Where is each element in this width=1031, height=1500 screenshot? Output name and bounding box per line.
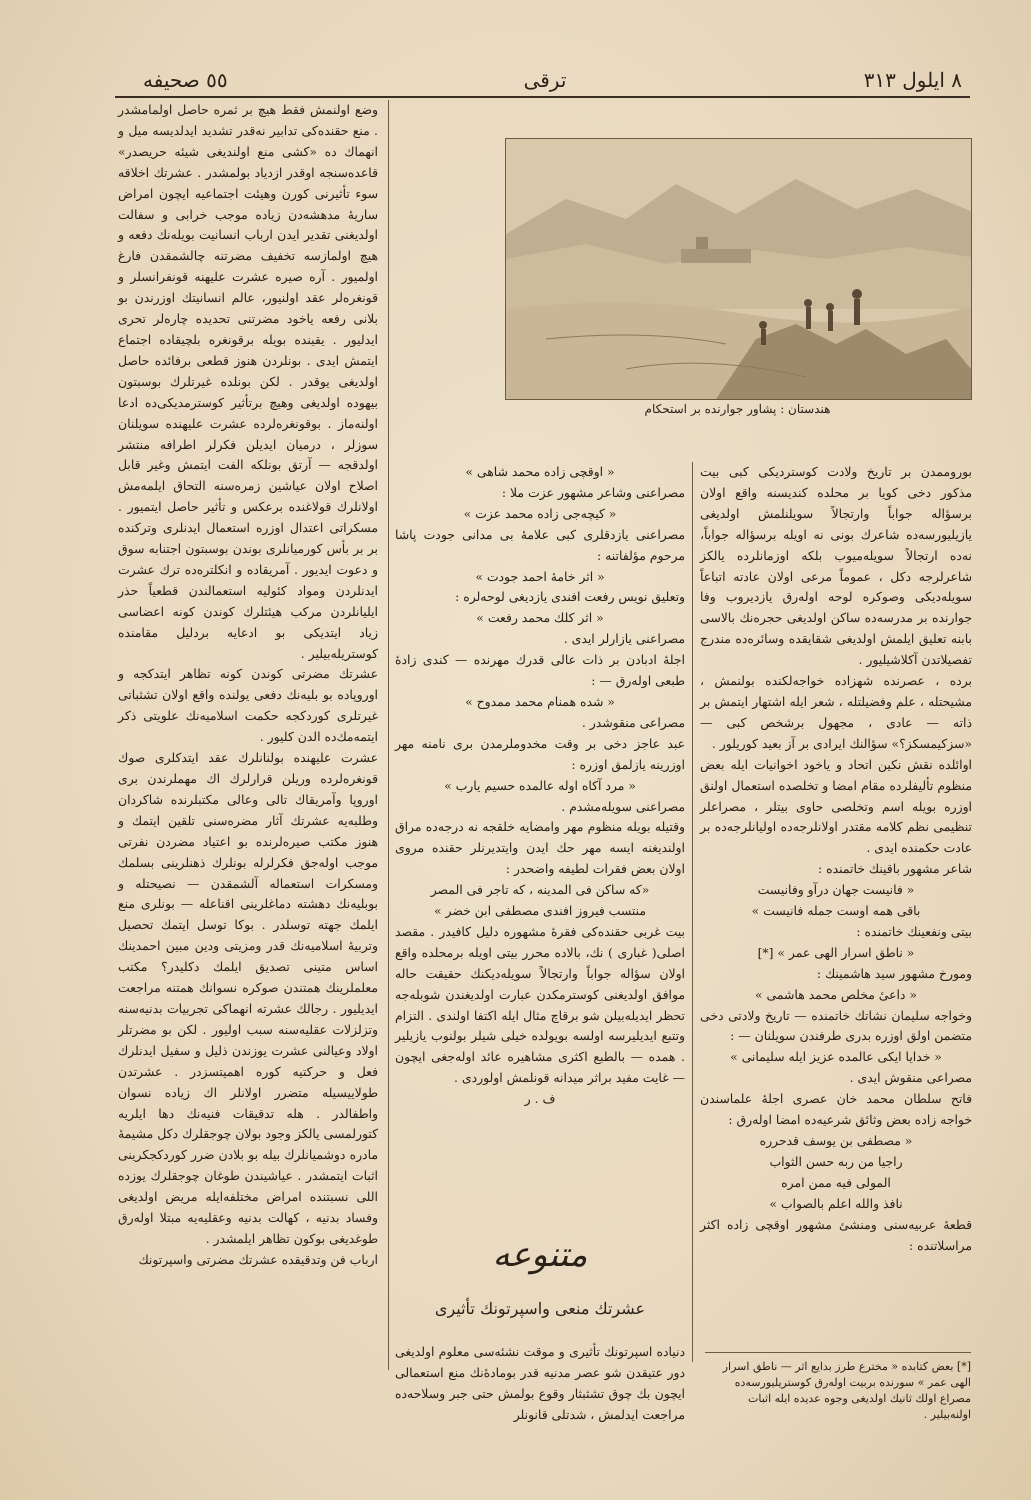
figure-caption: هندستان : پشاور جوارنده بر استحکام	[644, 402, 831, 416]
page-number: ٥٥ صحیفه	[143, 68, 228, 92]
verse-line: « فانیست جهان درآو وفانیست	[757, 882, 915, 898]
paragraph: وتعلیق نویس رفعت افندی یازدیغی لوحه‌لره :	[455, 589, 685, 605]
paragraph: مصراعنی یازارلر ایدی .	[563, 631, 685, 647]
verse-line: « اثر خامهٔ احمد جودت »	[475, 568, 605, 584]
paragraph: وقتیله بویله منظوم مهر وامضایه خلقجه نه درجه‌ده مراق اولندیغنه ایسه مهر حك ایدن وایتدیرنلر حقنده مروی اولان بعض فقرات لطیفه واضحدر :	[395, 819, 685, 877]
article-subtitle: عشرتك منعی واسپرتونك تأثیری	[434, 1299, 646, 1318]
verse-line: « شده همنام محمد ممدوح »	[465, 693, 615, 709]
verse-line: « کیچه‌جی زاده محمد عزت »	[463, 505, 617, 521]
section-heading	[395, 1235, 685, 1318]
section-title: متنوعه	[492, 1235, 588, 1275]
paragraph: بیتی ونفعینك خاتمنده :	[856, 923, 972, 939]
paragraph: مصراعنی وشاعر مشهور عزت ملا :	[501, 484, 685, 500]
paragraph: اجلهٔ ادبادن بر ذات عالی قدرك مهرنده — کندی زادهٔ طبعی اوله‌رق — :	[395, 652, 685, 689]
author-signature: ف . ر	[524, 1091, 556, 1107]
verse-line: «که ساکن فی المدینه ، که تاجر فی المصر	[430, 882, 650, 898]
verse-line: « اوقچی زاده محمد شاهی »	[465, 464, 615, 479]
verse-line: « اثر کلك محمد رفعت »	[476, 610, 604, 626]
paragraph: بیت غربی حقنده‌کی فقرهٔ مشهوره دلیل کافیدر . مقصد اصلی( غباری ) نك، بالاده محرر بیتی اویله برمحلده واقع اولان سؤاله جواباً وارتجالاً سویله‌دیکنك حقیقت حاله موافق اولدیغنی کوسترمکدن عبارت اولدیغندن شوبله‌جه تحظر ایدیله‌بیلن شو برقاچ مثال ایله اکتفا اولندی . التزام وتتبع ایدیلیرسه اولسه بویولده خیلی شیلر بولنوب یازیلیر . همده — بالطبع اکثری مشاهیره عائد اوله‌جغی ایچون — غایت مفید براثر میدانه قونلمش اولوردی .	[395, 923, 685, 1086]
verse-line: « داعیٔ مخلص محمد هاشمی »	[755, 986, 917, 1002]
column-divider	[388, 100, 389, 1370]
paragraph: عبد عاجز دخی بر وقت مخدوملرمدن بری نامنه مهر اوزرینه یازلمق اوزره :	[395, 735, 685, 772]
mountain-fortress-engraving	[506, 139, 971, 399]
paragraph: عشرت علیهنده بولنانلرك عقد ایتدکلری صوك قونغره‌لرده وریلن قرارلرك اك مهملرندن بری اوروپا وآمریقاك تالی وعالی مکتبلرنده شاکردان وطلبه‌یه عشرتك آثار مضره‌سنی تلقین ایتمك و هنوز مکتب صیره‌لرنده بو اعتیاد مضردن نفرتی موجب اوله‌جق فکرلرله بونلرك ذهنلرینی بسلمك ومسکرات استعماله آلشمقدن — نصیحتله و بوبلیه‌نك دهشته دماغلرینی اقناعله — بونلری منع ایلمك جهته توسلدر . بوکا توسل ایتمك تحصیل وتربیهٔ اسلامیه‌نك قدر ومزیتی ودین مبین احمدینك اساس متینی تصدیق ایلمك دکلیدر؟ مکتب معلملرینك همتندن صوکره نسوانك همتنه مراجعت ایدیلیور . رجالك عشرته انهماکی تجربیات بدنیه‌سنه وتزلزلات عقلیه‌سنه سبب اولیور . لکن بو مضرتلر اولاد وعیالنی عشرت یوزندن ذلیل و سفیل ایدنلرك فعل و حرکتیه کوره اهمیتسزدر . عشرتدن طولاییسیله متضرر اولانلر اك زیاده نسوان واطفالدر . هله تدقیقات فنیه‌نك دها ایلریه کتورلمسی یالکز وجود بولان چوجقلرك دکل مشیمهٔ مادره دوشمیانلرك بیله بو بلادن ضرر کوردکجکرینی اثبات ایتمشدر . عیاشیندن طوغان چوجقلرك یوزده اللی نسبتنده امراض مختلفه‌ایله مریض اولدیغی وفساد بدنیه ، کهالت بدنیه وعقلیه‌یه مبتلا اوله‌رق طوغدیغی بوکون تظاهر ایلمشدر .	[118, 750, 378, 1246]
paragraph: وخواجه سلیمان نشاتك خاتمنده — تاریخ ولادتی دخی متضمن اولق اوزره بدری طرفندن سویلنان — :	[700, 1007, 972, 1044]
paragraph: شاعر مشهور باقینك خاتمنده :	[818, 861, 972, 877]
verse-line: « ناطق اسرار الهی عمر » [*]	[757, 944, 915, 960]
paragraph: اوائلده نقش نکین اتحاد و یاخود اخوانیات ایله بعض منظوم تألیفلرده مقام امضا و تخلصده استعمال اولنق اوزره بویله اسم وتخلصی حاوی بیتلر ، مصراعلر تنظیمی نظم کلامه مقتدر اولانلرجه‌ده اولیانلرجه‌ده بر عادت حکمنده ایدی .	[700, 756, 972, 856]
verse-line: المولی فیه ممن امره	[781, 1174, 891, 1190]
paragraph: مصراعی منقوشدر .	[581, 714, 685, 730]
paragraph: ومورخ مشهور سید هاشمینك :	[816, 965, 972, 981]
verse-line: منتسب فیروز افندی مصطفی ابن خضر »	[433, 903, 647, 919]
article-intro: دنیاده اسپرتونك تأثیری و موقت نشئه‌سی معلوم اولدیغی دور عتیقدن شو عصر مدنیه قدر بومادهٔ‌نك منع استعمالی ایچون بك چوق تشثبثار وقوع بولمش حتی جبر وسلاحه‌ده مراجعت ایدلمش ، شدتلی قانونلر	[395, 1344, 685, 1422]
paragraph: مصراعی منقوش ایدی .	[849, 1070, 972, 1086]
verse-line: « خدایا ایکی عالمده عزیز ایله سلیمانی »	[730, 1049, 942, 1065]
paragraph: عشرتك مضرتی کوندن کونه تظاهر ایتدکجه و اوروپاده بو بلیه‌نك دفعی یولنده واقع اولان تشثباتی غیرتلری کوردکجه حکمت اسلامیه‌نك علویتی ذکر ایتمه‌مك‌ده الدن کلیور .	[118, 666, 378, 745]
middle-column	[395, 462, 685, 1110]
right-column	[700, 462, 972, 1256]
column-divider	[692, 462, 693, 1362]
paragraph: برده ، عصرنده شهزاده خواجه‌لکنده بولنمش ، مشیحتله ، علم وفضیلتله ، شعر ایله اشتهار ایتمش بر ذاته — عادی ، مجهول برشخص کبی — «سزکیمسکز؟» سؤالنك ایرادی بر آز بعید کوریلور .	[700, 673, 972, 751]
paragraph: بوروممدن بر تاریخ ولادت کوستردیکی کبی بیت مذکور دخی کویا بر محلده کندیسنه واقع اولان برسؤاله جواباً وارتجالاً سویلنلمش اولدیغی یازیلیورسه‌ده شاعرك بونی نه اویله برسؤاله جواباً، نه‌ده ارتجالاً سویله‌میوب بلکه اوزمانلرده یالکز شاعرلرجه دکل ، عموماً مرعی اولان عادته اتباعاً سویله‌دیکی وصوکره لوحه اوله‌رق یازدیروب وفا جوارنده بر مدرسه‌ده ساکن اولدیغی حجره‌نك بالاسی بابنه تعلیق ایلمش اولدیغی شقایقده وسائره‌ده مندرج تفصیلاتدن آکلاشیلیور .	[700, 464, 972, 668]
issue-date: ٨ ایلول ٣١٣	[863, 68, 962, 92]
verse-line: « مصطفی بن یوسف قدحرره	[759, 1133, 913, 1148]
paragraph: مصراعنی سویله‌مشدم .	[561, 798, 685, 814]
paragraph: ارباب فن وتدقیقده عشرتك مضرتی واسپرتونك	[138, 1251, 378, 1267]
page-header	[115, 62, 970, 98]
verse-line: راجیا من ربه حسن الثواب	[769, 1153, 903, 1169]
paragraph: مصراعنی یازدقلری کبی علامهٔ بی مدانی جودت پاشا مرحوم مؤلفاتنه :	[395, 526, 685, 563]
paragraph: وضع اولنمش فقط هیچ بر ثمره حاصل اولمامشدر . منع حقنده‌کی تدابیر نه‌قدر تشدید ایدلدیسه میل و انهماك ده «کشی منع اولندیغی شیئه حریصدر» قاعده‌سنجه اوقدر ازدیاد بولمشدر . عشرتك اخلاقه سوء تأثیرنی کورن وهیئت اجتماعیه ایچون امراض ساریهٔ مدهشه‌دن زیاده موجب خرابی و سفالت اولدیغنی تقدیر ایدن ارباب انسانیت بویله‌نك دفعه و هیچ اولمازسه تخفیف مضرتنه چالشمقدن فارغ اولمیور . آره صیره عشرت علیهنه قونفرانسلر و قونغره‌لر عقد اولنیور، عالم انسانیتك اوزرندن بو بلانی رفعه یاخود مضرتنی تحدیده چاره‌لر تحری ایدلیور . یقینده بویله برقونغره بلچیقاده اجتماع ایتمش ایدی . بونلردن هنوز قطعی برفائده حاصل اولدیغی یوقدر . لکن بونلده غیرتلرك بوسبتون بیهوده اولدیغی وهیچ برتأثیر کوسترمدیکی‌ده ادعا اولنه‌ماز . بوقونغره‌لرده عشرت علیهنده سویلنان سوزلر ، درمیان ایدیلن فکرلر اطرافه منتشر اولدقجه — آرتق بونلکه الفت ایتمش وغیر قابل اصلاح اولان عیاشین زمره‌سنه التحاق ایلمه‌مش اولانلرك قولاغنده برعکس و تأثیر حاصل ایتمیور . مسکراتی اعتدال اوزره استعمال ایدنلری وترکنده بر بر بأس کورمیانلری بوندن بوسبتون اجتنابه سوق و دعوت ایدیور . آمریقاده و انکلتره‌ده ترك عشرت ایدنلردن ومواد کئولیه استعمالندن قطعیاً حذر ایلیانلردن مرکب هیئتلرك کوندن کونه اعضاسی زیاد ایتدیکی بو ادعایه بردلیل مقامنده کوستریله‌بیلیر .	[118, 102, 378, 661]
verse-line: « مرد آکاه اوله عالمده حسیم یارب »	[444, 777, 636, 793]
left-column	[118, 100, 378, 1271]
newspaper-title: ترقی	[523, 68, 567, 92]
footnote: [*] بعض کتابده « مخترع طرز بدایع اثر — ناطق اسرار الهی عمر » سورنده بربیت اوله‌رق کوستریلیورسه‌ده مصراع اولك ثانیك اولدیغی وجوه عدیده ایله اثبات اولنه‌بیلیر .	[705, 1352, 971, 1423]
verse-line: باقی همه اوست جمله فانیست »	[751, 903, 921, 919]
verse-line: نافذ والله اعلم بالصواب »	[769, 1195, 903, 1211]
paragraph: قطعهٔ عربیه‌سنی ومنشئ مشهور اوقچی زاده اکثر مراسلاتنده :	[700, 1216, 972, 1253]
landscape-illustration	[505, 138, 972, 400]
paragraph: فاتح سلطان محمد خان عصری اجلهٔ علماسندن خواجه زاده بعض وثائق شرعیه‌ده امضا اوله‌رق :	[700, 1091, 972, 1128]
